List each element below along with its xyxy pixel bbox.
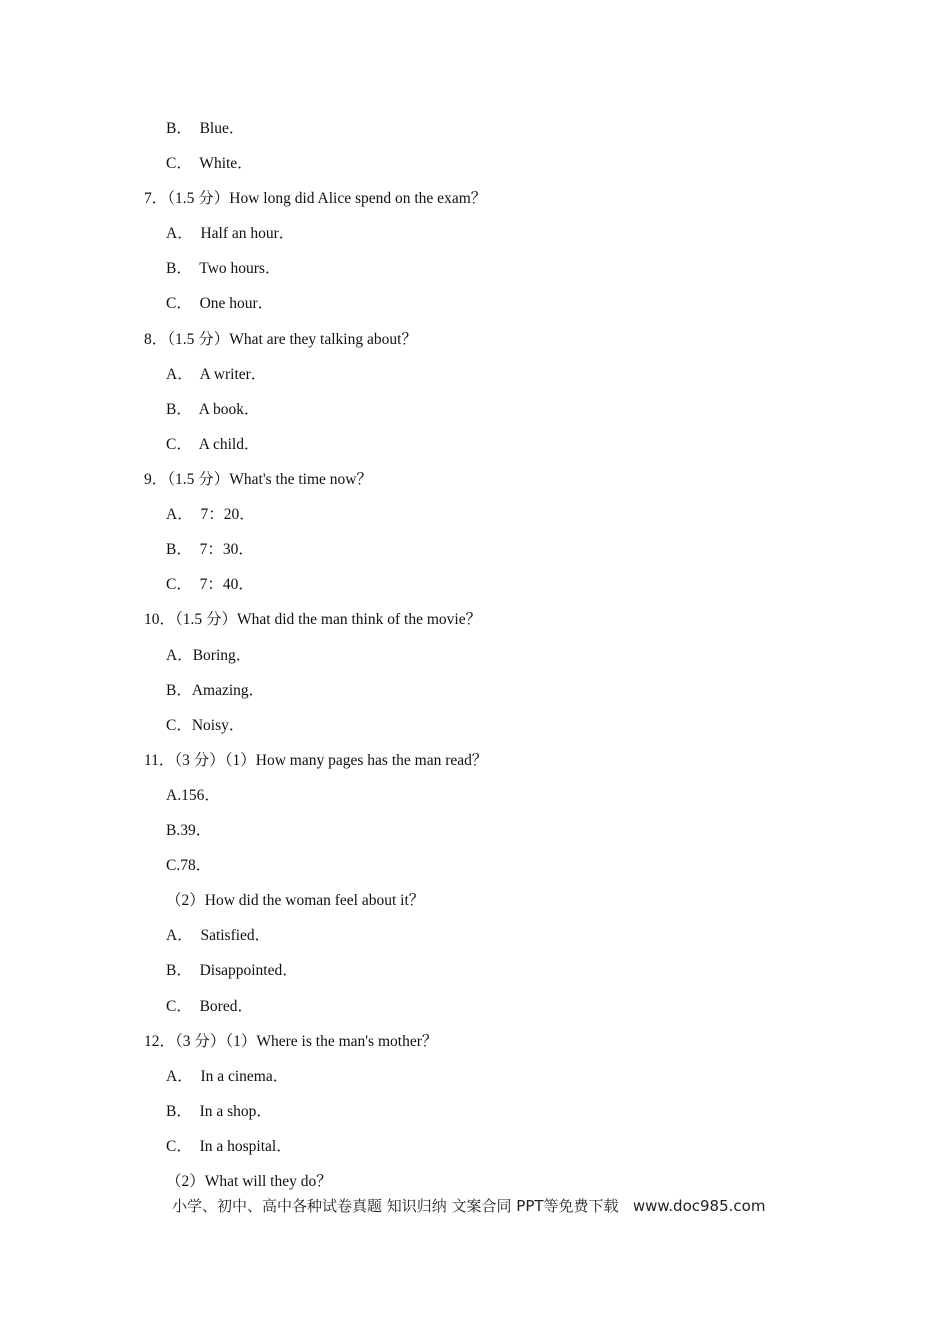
- question-12-1-option-b: B． In a shop．: [166, 1103, 272, 1120]
- question-10: 10．（1.5 分）What did the man think of the movie？: [144, 611, 482, 628]
- question-9-option-c: C． 7：40．: [166, 576, 254, 593]
- question-9: 9．（1.5 分）What's the time now？: [144, 471, 372, 488]
- question-8-option-a: A． A writer．: [166, 366, 267, 383]
- question-12-1-option-a: A． In a cinema．: [166, 1068, 289, 1085]
- question-12-1-option-c: C． In a hospital．: [166, 1138, 292, 1155]
- question-11-2-option-a: A． Satisfied．: [166, 927, 271, 944]
- question-11-1-option-c: C.78．: [166, 857, 212, 874]
- question-7: 7．（1.5 分）How long did Alice spend on the exam？: [144, 190, 487, 207]
- question-7-option-b: B． Two hours．: [166, 260, 281, 277]
- question-9-option-b: B． 7：30．: [166, 541, 254, 558]
- question-8-option-c: C． A child．: [166, 436, 260, 453]
- question-9-option-a: A． 7：20．: [166, 506, 255, 523]
- question-11-part-2: （2）How did the woman feel about it？: [166, 892, 425, 909]
- option-b-blue: B． Blue．: [166, 120, 245, 137]
- question-12: 12．（3 分）（1）Where is the man's mother？: [144, 1033, 438, 1050]
- question-11-1-option-a: A.156．: [166, 787, 220, 804]
- question-11-2-option-b: B． Disappointed．: [166, 962, 298, 979]
- option-c-white: C． White．: [166, 155, 253, 172]
- question-7-option-c: C． One hour．: [166, 295, 274, 312]
- question-10-option-a: A．Boring．: [166, 647, 252, 664]
- question-7-option-a: A． Half an hour．: [166, 225, 295, 242]
- question-12-part-2: （2）What will they do？: [166, 1173, 332, 1190]
- question-8: 8．（1.5 分）What are they talking about？: [144, 331, 417, 348]
- question-10-option-c: C．Noisy．: [166, 717, 245, 734]
- question-8-option-b: B． A book．: [166, 401, 260, 418]
- question-10-option-b: B．Amazing．: [166, 682, 265, 699]
- question-11-1-option-b: B.39．: [166, 822, 212, 839]
- question-11: 11．（3 分）（1）How many pages has the man read？: [144, 752, 488, 769]
- question-11-2-option-c: C． Bored．: [166, 998, 253, 1015]
- page-footer: 小学、初中、高中各种试卷真题 知识归纳 文案合同 PPT等免费下载 www.doc985.com: [172, 1197, 766, 1215]
